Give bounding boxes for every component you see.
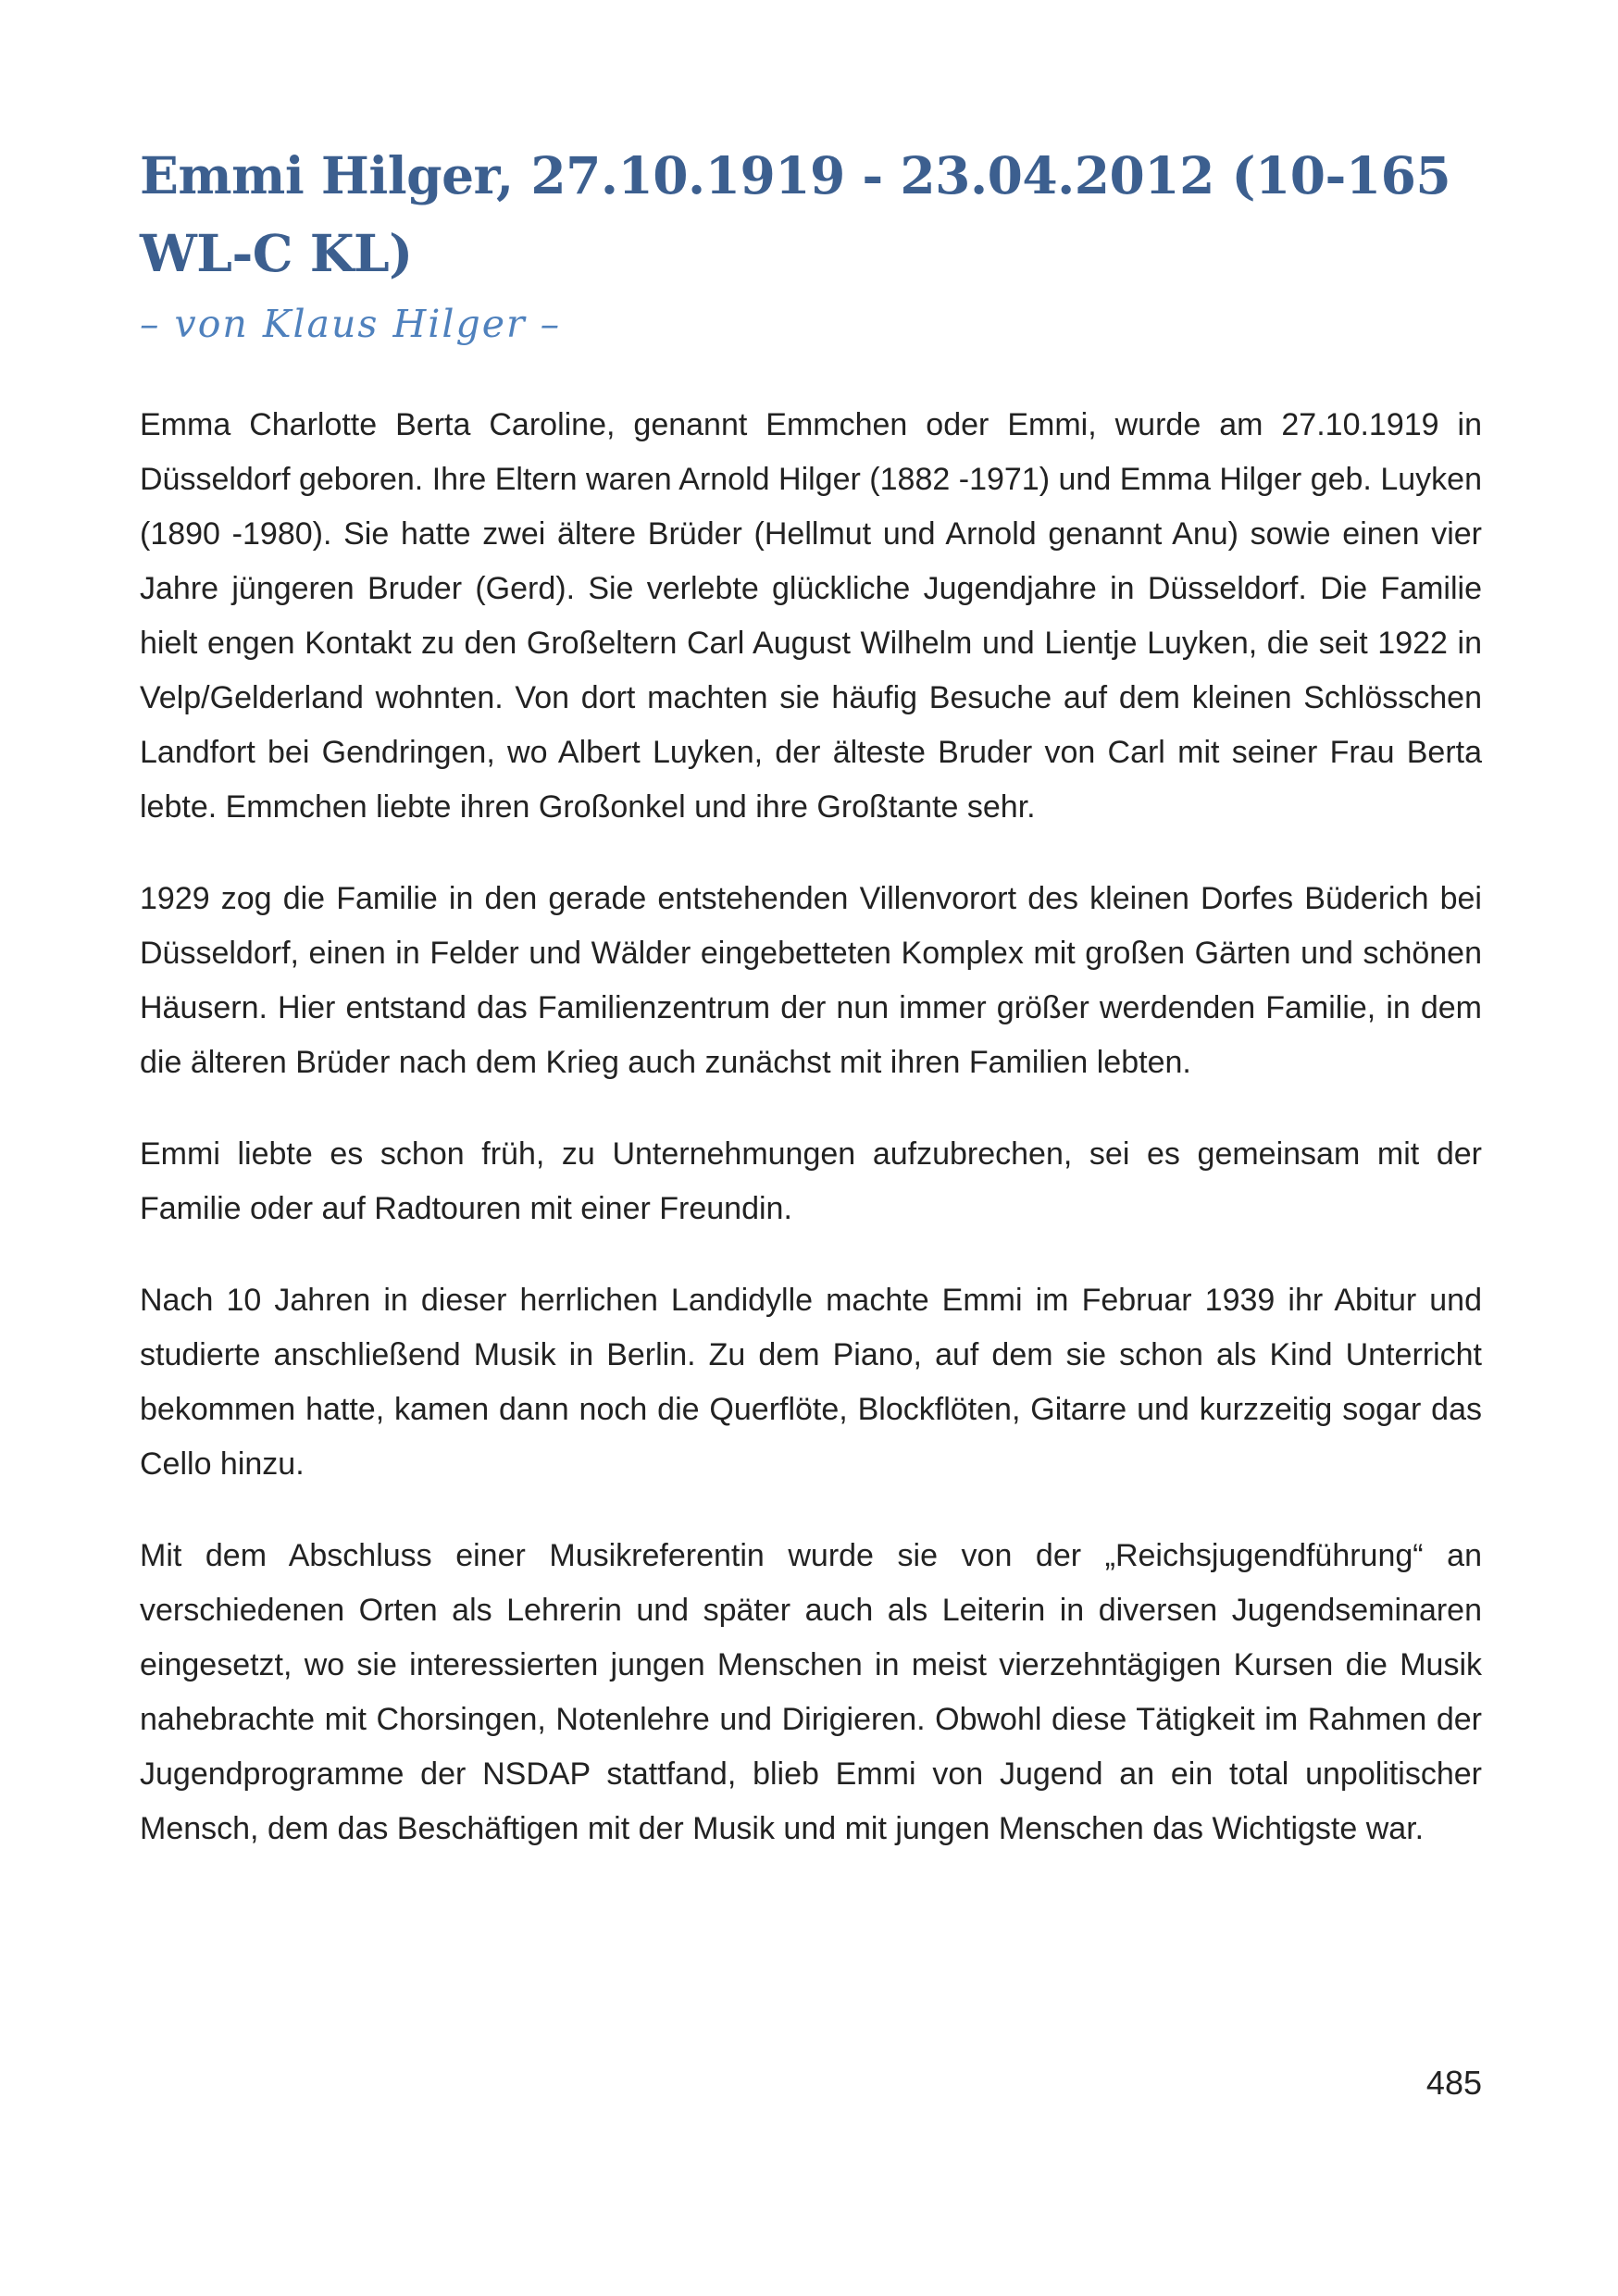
paragraph-childhood: Emma Charlotte Berta Caroline, genannt Emmchen oder Emmi, wurde am 27.10.1919 in Düsseldorf geboren. Ihre Eltern waren Arnold Hilger (1882 -1971) und Emma Hilger geb. Luyken (1890 -1980). Sie hatte zwei ältere Brüder (Hellmut und Arnold genannt Anu) sowie einen vier Jahre jüngeren Bruder (Gerd). Sie verlebte glückliche Jugendjahre in Düsseldorf. Die Familie hielt engen Kontakt zu den Großeltern Carl August Wilhelm und Lientje Luyken, die seit 1922 in Velp/Gelderland wohnten. Von dort machten sie häufig Besuche auf dem kleinen Schlösschen Landfort bei Gendringen, wo Albert Luyken, der älteste Bruder von Carl mit seiner Frau Berta lebte. Emmchen liebte ihren Großonkel und ihre Großtante sehr. xyxy=(140,407,1482,825)
body-text xyxy=(140,398,1482,1856)
page-content xyxy=(140,137,1482,1893)
paragraph-music-studies: Nach 10 Jahren in dieser herrlichen Landidylle machte Emmi im Februar 1939 ihr Abitur und studierte anschließend Musik in Berlin. Zu dem Piano, auf dem sie schon als Kind Unterricht bekommen hatte, kamen dann noch die Querflöte, Blockflöten, Gitarre und kurzzeitig sogar das Cello hinzu. xyxy=(140,1283,1482,1482)
author-subtitle: – von Klaus Hilger – xyxy=(140,302,562,346)
page-number: 485 xyxy=(1425,2064,1482,2102)
paragraph-excursions: Emmi liebte es schon früh, zu Unternehmungen aufzubrechen, sei es gemeinsam mit der Familie oder auf Radtouren mit einer Freundin. xyxy=(140,1136,1482,1226)
paragraph-move-buederich: 1929 zog die Familie in den gerade entstehenden Villenvorort des kleinen Dorfes Büderich bei Düsseldorf, einen in Felder und Wälder eingebetteten Komplex mit großen Gärten und schönen Häusern. Hier entstand das Familienzentrum der nun immer größer werdenden Familie, in dem die älteren Brüder nach dem Krieg auch zunächst mit ihren Familien lebten. xyxy=(140,881,1482,1080)
page-title: Emmi Hilger, 27.10.1919 - 23.04.2012 (10-165 WL-C KL) xyxy=(140,145,1451,283)
paragraph-music-teacher: Mit dem Abschluss einer Musikreferentin wurde sie von der „Reichsjugendführung“ an verschiedenen Orten als Lehrerin und später auch als Leiterin in diversen Jugendseminaren eingesetzt, wo sie interessierten jungen Menschen in meist vierzehntägigen Kursen die Musik nahebrachte mit Chorsingen, Notenlehre und Dirigieren. Obwohl diese Tätigkeit im Rahmen der Jugendprogramme der NSDAP stattfand, blieb Emmi von Jugend an ein total unpolitischer Mensch, dem das Beschäftigen mit der Musik und mit jungen Menschen das Wichtigste war. xyxy=(140,1538,1482,1846)
